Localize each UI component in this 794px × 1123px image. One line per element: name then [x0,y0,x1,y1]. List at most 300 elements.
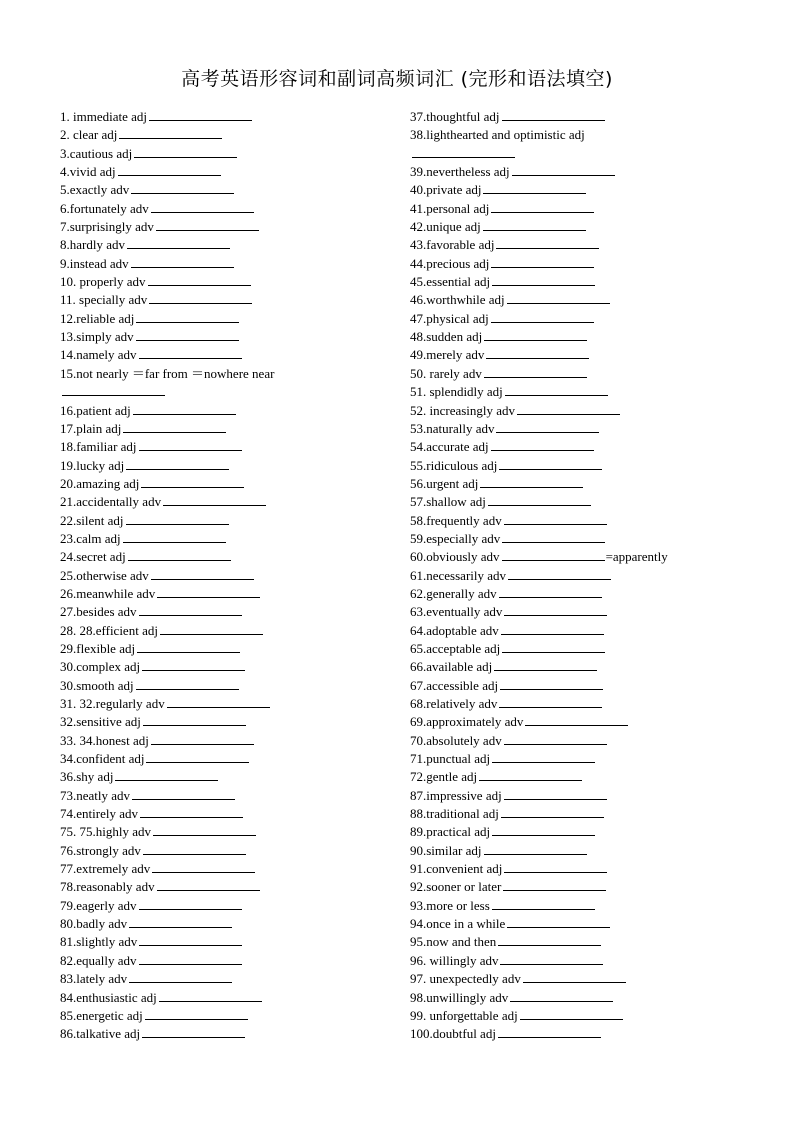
vocab-item [60,420,400,438]
answer-blank [523,970,626,983]
vocab-item [410,328,740,346]
vocab-item [60,695,400,713]
vocab-item [60,402,400,420]
answer-blank [512,163,615,176]
vocab-item [60,622,400,640]
answer-blank [129,915,232,928]
vocab-item [60,640,400,658]
vocab-text: 56.urgent adj [410,475,479,491]
vocab-text: 67.accessible adj [410,677,499,693]
answer-blank [149,291,252,304]
vocab-item [60,713,400,731]
answer-blank [142,1025,245,1038]
answer-blank [140,805,243,818]
answer-blank [503,878,606,891]
answer-blank [118,163,221,176]
vocab-item [60,328,400,346]
vocab-item [60,255,400,273]
vocab-item [410,842,740,860]
vocab-item [60,126,400,144]
vocab-text: 57.shallow adj [410,494,486,510]
answer-blank [491,255,594,268]
vocab-item [410,457,740,475]
vocab-text: 84.enthusiastic adj [60,989,157,1005]
answer-blank [517,402,620,415]
vocab-text: 39.nevertheless adj [410,164,510,180]
answer-blank [129,970,232,983]
vocab-text: 13.simply adv [60,329,134,345]
answer-blank [139,897,242,910]
vocab-text: 15.not nearly ＝far from ＝nowhere near [60,365,275,381]
vocab-item [60,787,400,805]
answer-blank [504,860,607,873]
answer-blank [62,383,165,396]
answer-blank [504,512,607,525]
answer-blank [508,567,611,580]
vocab-text: 83.lately adv [60,971,128,987]
answer-blank [492,823,595,836]
page-title: 高考英语形容词和副词高频词汇 (完形和语法填空) [181,68,613,90]
vocab-item [410,475,740,493]
answer-blank [501,805,604,818]
vocab-item [410,383,740,401]
vocab-item [60,970,400,988]
vocab-item [410,787,740,805]
vocab-text: 52. increasingly adv [410,402,516,418]
vocab-text: 45.essential adj [410,274,491,290]
vocab-item [410,420,740,438]
vocab-item [60,200,400,218]
vocab-text: 20.amazing adj [60,475,140,491]
vocab-item [410,622,740,640]
vocab-text: 64.adoptable adv [410,622,499,638]
vocab-item [60,658,400,676]
vocab-item [60,145,400,163]
vocab-item [60,823,400,841]
answer-blank [499,695,602,708]
vocab-text: 58.frequently adv [410,512,502,528]
left-column [60,108,400,1044]
vocab-item [60,181,400,199]
answer-blank [139,952,242,965]
answer-blank [525,713,628,726]
vocab-text: 90.similar adj [410,842,482,858]
vocab-text: 30.smooth adj [60,677,134,693]
answer-blank [502,530,605,543]
answer-blank [484,842,587,855]
vocab-text: 6.fortunately adv [60,200,149,216]
vocab-text: 26.meanwhile adv [60,585,156,601]
vocab-text: 71.punctual adj [410,751,491,767]
answer-blank [137,640,240,653]
answer-blank [132,787,235,800]
answer-blank [502,548,605,561]
vocab-text: 55.ridiculous adj [410,457,498,473]
vocab-text: 22.silent adj [60,512,124,528]
answer-blank [136,328,239,341]
vocab-text: 16.patient adj [60,402,131,418]
answer-blank [492,273,595,286]
vocab-item [410,677,740,695]
vocab-item [60,1025,400,1043]
vocab-text: 47.physical adj [410,310,489,326]
answer-blank [507,291,610,304]
vocab-item [410,640,740,658]
answer-blank [146,750,249,763]
answer-blank [149,108,252,121]
vocab-item [60,1007,400,1025]
answer-blank [496,420,599,433]
vocab-text: 4.vivid adj [60,164,116,180]
vocab-text: 60.obviously adv [410,549,500,565]
answer-blank [126,512,229,525]
vocab-item [60,291,400,309]
vocab-text: 51. splendidly adj [410,384,503,400]
right-column [410,108,740,1044]
vocab-text: 3.cautious adj [60,145,133,161]
vocab-text: 100.doubtful adj [410,1026,496,1042]
vocab-text: 1. immediate adj [60,109,148,124]
vocab-text: 18.familiar adj [60,439,137,455]
vocab-item [60,732,400,750]
vocab-text: 97. unexpectedly adv [410,971,521,987]
vocab-item [60,365,400,383]
answer-blank [167,695,270,708]
answer-blank [507,915,610,928]
vocab-text: 37.thoughtful adj [410,109,500,124]
answer-blank [499,585,602,598]
vocab-item [60,346,400,364]
vocab-item [410,200,740,218]
vocab-text: 92.sooner or later [410,879,502,895]
vocab-item [60,310,400,328]
vocab-text: 14.namely adv [60,347,137,363]
vocab-text: 79.eagerly adv [60,897,137,913]
vocab-text: 29.flexible adj [60,640,136,656]
answer-blank [492,897,595,910]
vocab-text: 68.relatively adv [410,696,498,711]
answer-blank [500,677,603,690]
answer-blank [504,732,607,745]
vocab-text: 8.hardly adv [60,237,125,253]
vocab-item [410,181,740,199]
vocab-item [60,933,400,951]
answer-blank [499,457,602,470]
vocab-text: 93.more or less [410,897,490,913]
vocab-item [60,457,400,475]
vocab-item [410,750,740,768]
answer-blank [153,823,256,836]
vocab-text: 41.personal adj [410,200,490,216]
answer-blank [141,475,244,488]
vocab-text: 96. willingly adv [410,952,499,968]
vocab-note: =apparently [605,549,668,565]
answer-blank [134,145,237,158]
answer-blank [115,768,218,781]
answer-blank [412,145,515,158]
answer-blank [133,402,236,415]
answer-blank [139,346,242,359]
vocab-item [410,255,740,273]
answer-blank [123,420,226,433]
vocab-text: 9.instead adv [60,255,129,271]
vocab-item [410,768,740,786]
vocab-item [60,860,400,878]
answer-blank [143,713,246,726]
vocab-item [60,750,400,768]
vocab-item [60,897,400,915]
vocab-text: 34.confident adj [60,751,145,767]
vocab-item [410,567,740,585]
vocab-item [60,603,400,621]
answer-blank [151,200,254,213]
answer-blank [152,860,255,873]
vocab-item [60,585,400,603]
answer-blank [484,365,587,378]
vocab-text: 95.now and then [410,934,497,950]
vocab-item [60,108,400,126]
vocab-item [60,512,400,530]
vocab-item [60,273,400,291]
vocab-item [410,291,740,309]
vocab-item [410,805,740,823]
answer-blank [491,438,594,451]
answer-blank [483,181,586,194]
answer-blank [131,181,234,194]
vocab-text: 48.sudden adj [410,329,483,345]
vocab-text: 66.available adj [410,659,493,675]
vocab-item [410,713,740,731]
vocab-text: 87.impressive adj [410,787,502,803]
vocab-text: 23.calm adj [60,530,121,546]
answer-blank [502,640,605,653]
vocab-item [410,402,740,420]
vocab-item [410,585,740,603]
vocab-text: 98.unwillingly adv [410,989,509,1005]
vocab-text: 61.necessarily adv [410,567,507,583]
vocab-text: 75. 75.highly adv [60,824,151,840]
vocab-text: 86.talkative adj [60,1026,141,1042]
vocab-item [410,236,740,254]
vocab-item [410,438,740,456]
vocab-text: 91.convenient adj [410,861,503,877]
vocab-item [410,530,740,548]
answer-blank [145,1007,248,1020]
vocab-text: 44.precious adj [410,255,490,271]
vocab-text: 88.traditional adj [410,806,499,822]
answer-blank [160,622,263,635]
vocab-text: 49.merely adv [410,347,485,363]
vocab-item [60,218,400,236]
vocab-text: 7.surprisingly adv [60,219,154,235]
vocab-item [410,1025,740,1043]
vocab-text: 59.especially adv [410,530,501,546]
vocab-item [60,952,400,970]
vocab-text: 10. properly adv [60,274,146,290]
answer-blank [504,603,607,616]
answer-blank [505,383,608,396]
vocab-item [410,695,740,713]
vocab-text: 36.shy adj [60,769,114,785]
vocab-item [60,475,400,493]
answer-blank [498,933,601,946]
answer-blank [142,658,245,671]
answer-blank [492,750,595,763]
vocab-text: 25.otherwise adv [60,567,149,583]
vocab-text: 94.once in a while [410,916,506,932]
vocab-item [410,218,740,236]
vocab-item [410,878,740,896]
answer-blank [486,346,589,359]
vocab-item [410,823,740,841]
vocab-text: 69.approximately adv [410,714,524,730]
vocab-item [410,1007,740,1025]
vocab-item [60,567,400,585]
vocab-item [410,108,740,126]
vocab-text: 5.exactly adv [60,182,130,198]
answer-blank [123,530,226,543]
answer-blank [119,126,222,139]
vocab-item [60,915,400,933]
vocab-text: 46.worthwhile adj [410,292,505,308]
vocab-item [60,438,400,456]
answer-blank [139,603,242,616]
answer-blank [156,218,259,231]
vocab-text: 74.entirely adv [60,806,138,822]
vocab-item [410,603,740,621]
answer-blank [510,989,613,1002]
vocab-text: 53.naturally adv [410,420,495,436]
vocab-text: 89.practical adj [410,824,491,840]
vocab-item [410,548,740,566]
vocab-item [60,768,400,786]
answer-blank [148,273,251,286]
vocab-text: 27.besides adv [60,604,137,620]
vocab-item [410,163,740,181]
answer-blank [136,310,239,323]
vocab-item [410,952,740,970]
vocab-text: 65.acceptable adj [410,640,501,656]
vocab-text: 2. clear adj [60,127,118,143]
answer-blank [157,878,260,891]
answer-blank [131,255,234,268]
vocab-item [410,897,740,915]
answer-blank [151,567,254,580]
vocab-text: 31. 32.regularly adv [60,696,165,711]
vocab-text: 54.accurate adj [410,439,489,455]
answer-blank [491,310,594,323]
answer-blank [501,622,604,635]
vocab-text: 24.secret adj [60,549,126,565]
vocab-item [60,548,400,566]
vocab-item [410,273,740,291]
vocab-text: 77.extremely adv [60,861,151,877]
answer-blank [483,218,586,231]
vocab-text: 28. 28.efficient adj [60,622,158,638]
vocab-text: 12.reliable adj [60,310,135,326]
vocab-text: 70.absolutely adv [410,732,502,748]
vocab-item [410,970,740,988]
answer-blank [491,200,594,213]
vocab-item [60,383,400,401]
vocab-item [410,933,740,951]
answer-blank [127,236,230,249]
vocab-text: 80.badly adv [60,916,128,932]
vocab-text: 76.strongly adv [60,842,141,858]
vocab-text: 85.energetic adj [60,1007,143,1023]
answer-blank [139,438,242,451]
vocab-text: 50. rarely adv [410,365,482,381]
answer-blank [496,236,599,249]
answer-blank [479,768,582,781]
vocab-text: 63.eventually adv [410,604,503,620]
vocab-text: 62.generally adv [410,585,497,601]
answer-blank [139,933,242,946]
vocab-item [60,989,400,1007]
answer-blank [488,493,591,506]
vocab-item [410,126,740,144]
vocab-item [410,365,740,383]
vocab-item [410,915,740,933]
vocab-text: 11. specially adv [60,292,148,308]
answer-blank [494,658,597,671]
vocab-item [410,989,740,1007]
answer-blank [500,952,603,965]
vocab-text: 19.lucky adj [60,457,125,473]
vocab-text: 40.private adj [410,182,482,198]
vocab-item [410,658,740,676]
vocab-item [410,493,740,511]
answer-blank [498,1025,601,1038]
vocab-item [60,530,400,548]
vocab-text: 43.favorable adj [410,237,495,253]
answer-blank [126,457,229,470]
vocab-item [60,805,400,823]
vocab-text: 30.complex adj [60,659,141,675]
answer-blank [163,493,266,506]
answer-blank [504,787,607,800]
vocab-text: 81.slightly adv [60,934,138,950]
vocab-item [410,732,740,750]
answer-blank [128,548,231,561]
vocab-text: 21.accidentally adv [60,494,162,510]
vocab-text: 78.reasonably adv [60,879,155,895]
vocab-text: 38.lighthearted and optimistic adj [410,127,585,143]
vocab-item [60,878,400,896]
vocab-text: 33. 34.honest adj [60,732,149,748]
vocab-item [60,236,400,254]
answer-blank [159,989,262,1002]
vocab-item [410,310,740,328]
vocab-text: 82.equally adv [60,952,137,968]
vocab-text: 73.neatly adv [60,787,131,803]
answer-blank [143,842,246,855]
vocab-item [60,163,400,181]
vocab-item [60,493,400,511]
vocab-text: 99. unforgettable adj [410,1007,518,1023]
answer-blank [151,732,254,745]
answer-blank [480,475,583,488]
vocab-item [60,842,400,860]
vocab-item [410,145,740,163]
answer-blank [484,328,587,341]
vocab-item [60,677,400,695]
vocab-text: 32.sensitive adj [60,714,141,730]
vocab-text: 72.gentle adj [410,769,478,785]
vocab-item [410,512,740,530]
answer-blank [502,108,605,121]
vocab-item [410,860,740,878]
